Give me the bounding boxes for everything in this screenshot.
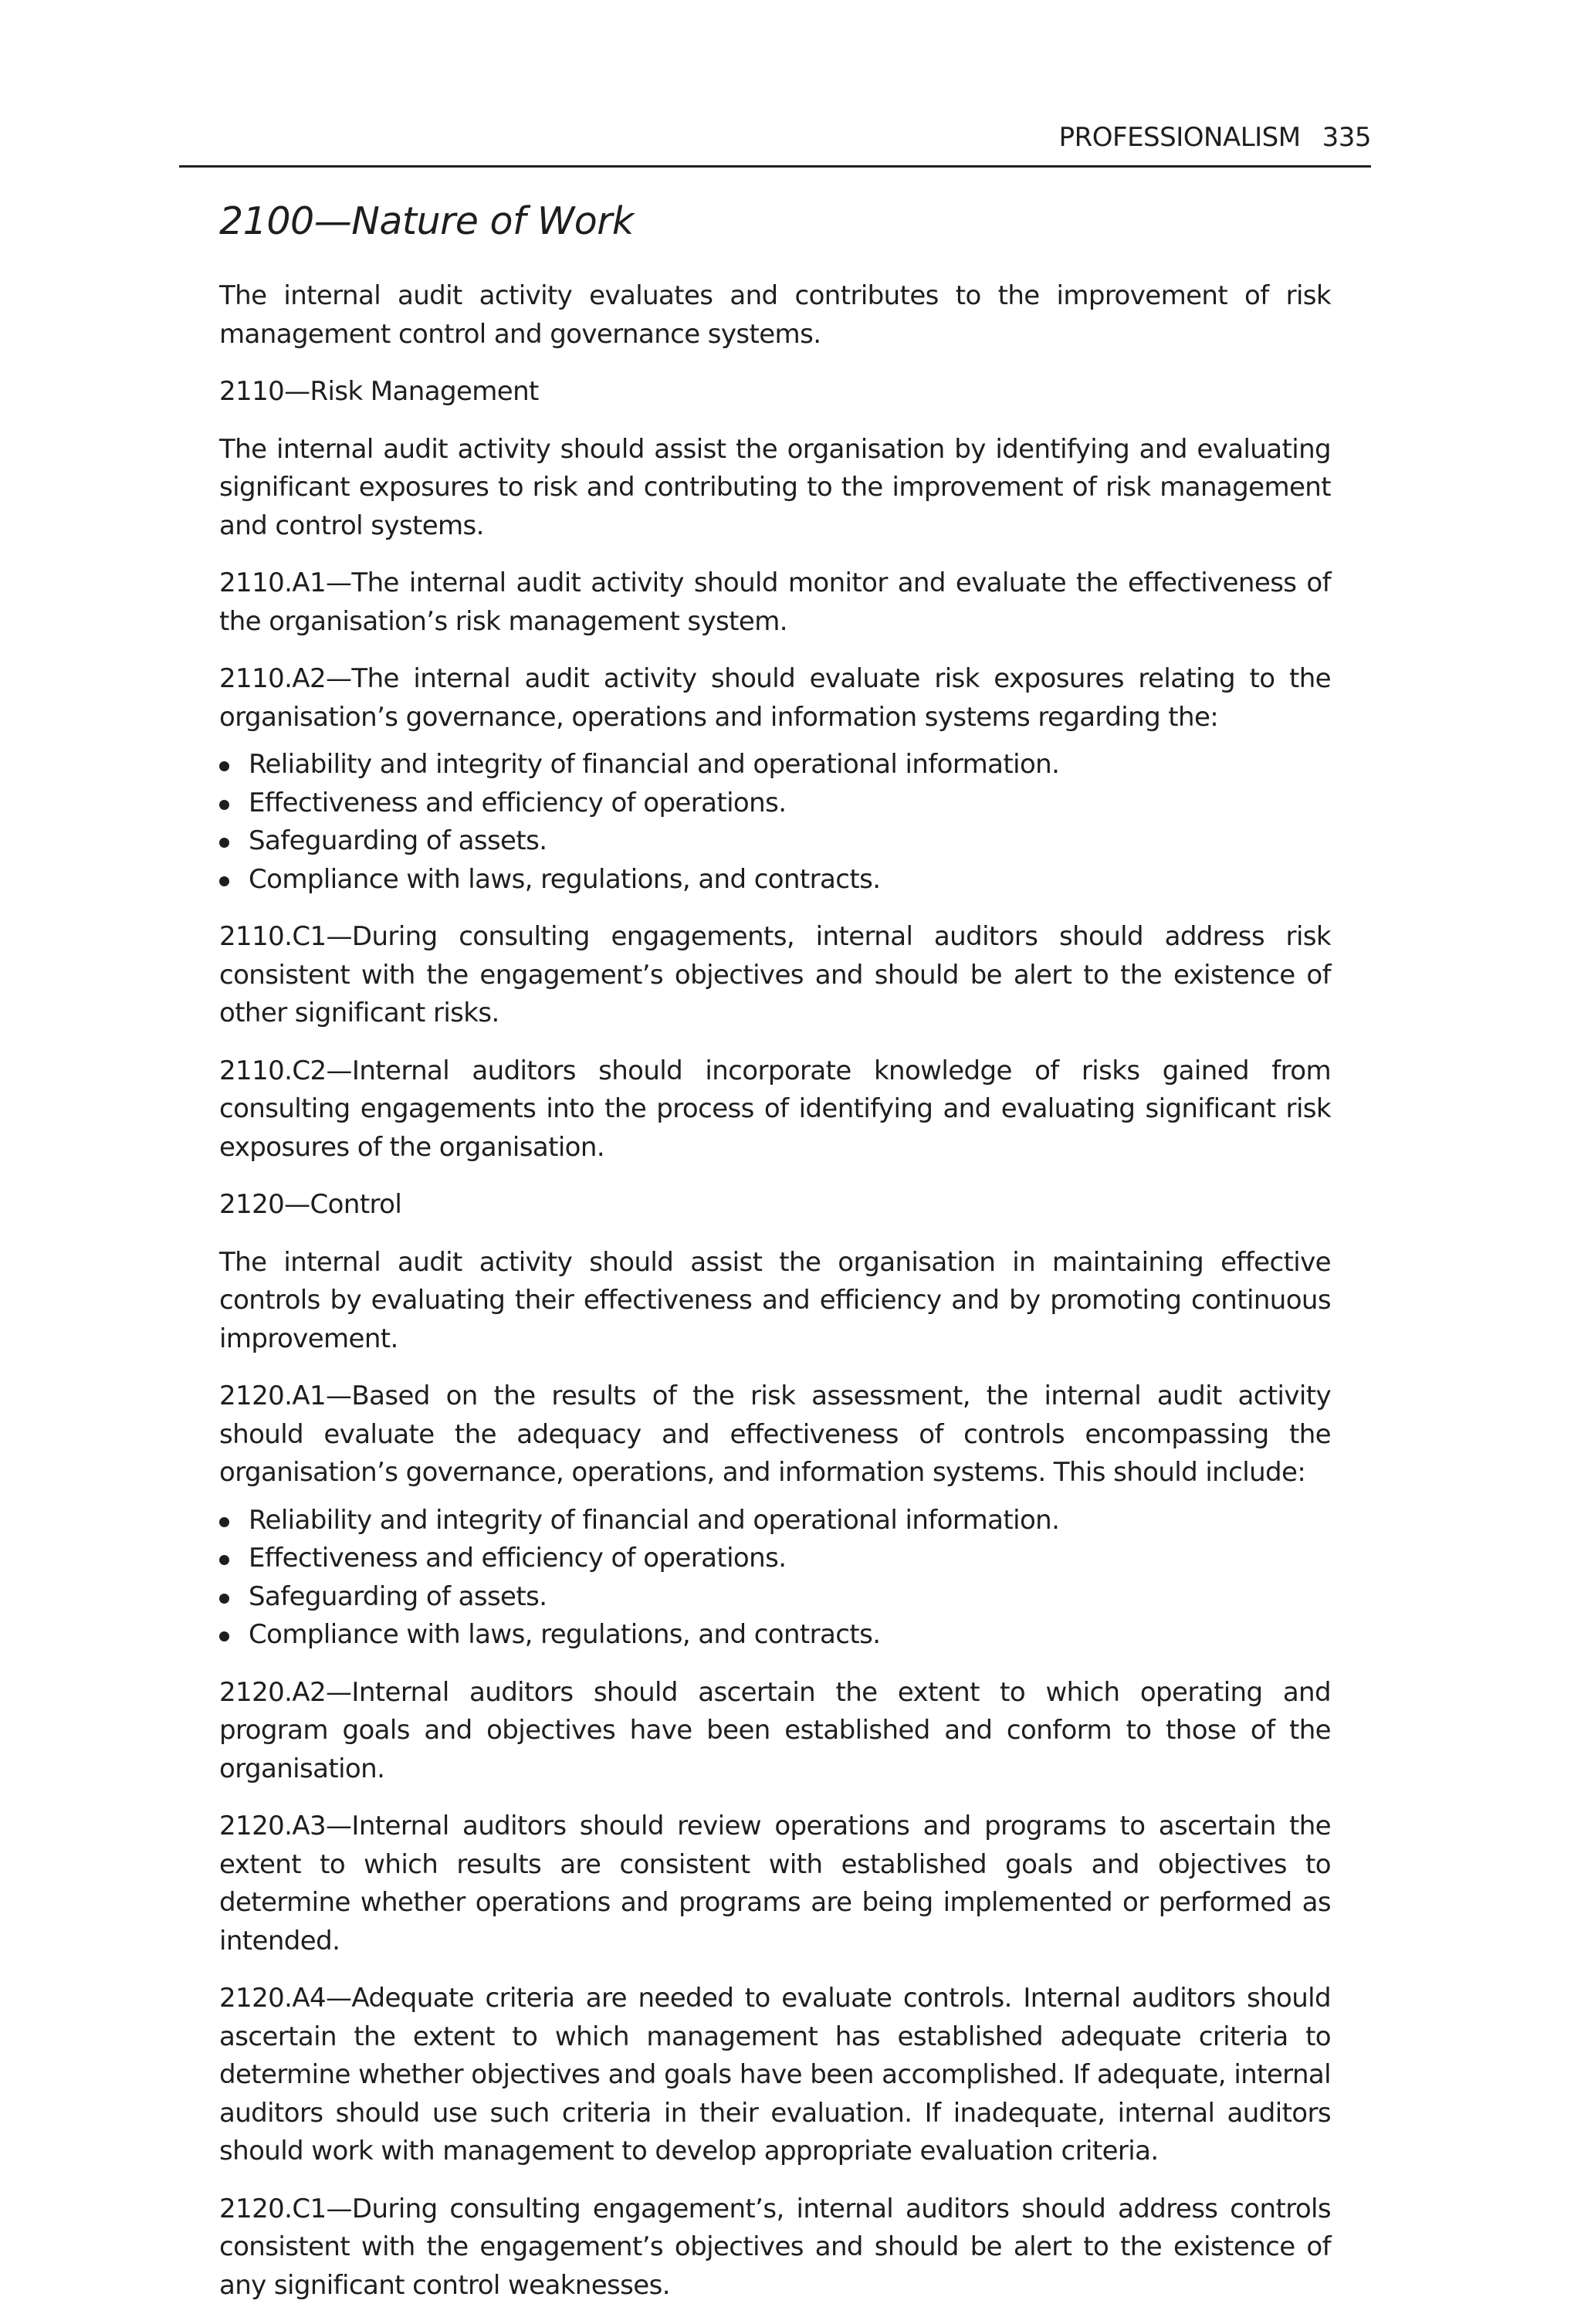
- list-item: Compliance with laws, regulations, and contracts.: [219, 861, 1331, 899]
- intro-paragraph: The internal audit activity evaluates and contributes to the improvement of risk management control and governance systems.: [219, 280, 1331, 350]
- paragraph-2120-a1: 2120.A1—Based on the results of the risk assessment, the internal audit activity should evaluate the adequacy and effectiveness of controls encompassing the organisation’s governance, operations, and information systems. This should include:: [219, 1381, 1331, 1488]
- bullet-icon: [219, 761, 229, 771]
- list-item: Compliance with laws, regulations, and contracts.: [219, 1616, 1331, 1655]
- bullet-list-2120: [219, 1502, 1331, 1655]
- subheading-2120: 2120—Control: [219, 1189, 402, 1220]
- paragraph-2120-c1: 2120.C1—During consulting engagement’s, internal auditors should address controls consistent with the engagement’s objectives and should be alert to the existence of any significant control weaknesses.: [219, 2193, 1331, 2301]
- section-title: 2100—Nature of Work: [219, 199, 634, 243]
- subheading-2110: 2110—Risk Management: [219, 376, 539, 407]
- list-item: Reliability and integrity of financial and operational information.: [219, 746, 1331, 784]
- bullet-icon: [219, 800, 229, 810]
- bullet-list-2110: [219, 746, 1331, 899]
- paragraph-2110-a1: 2110.A1—The internal audit activity should monitor and evaluate the effectiveness of the organisation’s risk management system.: [219, 567, 1331, 637]
- paragraph-2120: The internal audit activity should assist the organisation in maintaining effective controls by evaluating their effectiveness and efficiency and by promoting continuous improvement.: [219, 1246, 1331, 1354]
- list-item: Safeguarding of assets.: [219, 1578, 1331, 1617]
- paragraph-2110-c1: 2110.C1—During consulting engagements, internal auditors should address risk consistent with the engagement’s objectives and should be alert to the existence of other significant risks.: [219, 921, 1331, 1028]
- page-number: 335: [1322, 122, 1371, 153]
- paragraph-2120-a4: 2120.A4—Adequate criteria are needed to evaluate controls. Internal auditors should ascertain the extent to which management has established adequate criteria to determine whether objectives and goals have been accomplished. If adequate, internal auditors should use such criteria in their evaluation. If inadequate, internal auditors should work with management to develop appropriate evaluation criteria.: [219, 1983, 1331, 2166]
- paragraph-2120-a3: 2120.A3—Internal auditors should review operations and programs to ascertain the extent to which results are consistent with established goals and objectives to determine whether operations and programs are being implemented or performed as intended.: [219, 1811, 1331, 1956]
- header-rule: [179, 165, 1371, 168]
- paragraph-2120-a2: 2120.A2—Internal auditors should ascertain the extent to which operating and program goals and objectives have been established and conform to those of the organisation.: [219, 1676, 1331, 1784]
- paragraph-2110: The internal audit activity should assist the organisation by identifying and evaluating significant exposures to risk and contributing to the improvement of risk management and control systems.: [219, 433, 1331, 541]
- running-head-section: PROFESSIONALISM: [1058, 122, 1301, 153]
- bullet-icon: [219, 1631, 229, 1641]
- bullet-icon: [219, 1517, 229, 1527]
- list-item: Safeguarding of assets.: [219, 822, 1331, 861]
- paragraph-2110-c2: 2110.C2—Internal auditors should incorporate knowledge of risks gained from consulting engagements into the process of identifying and evaluating significant risk exposures of the organisation.: [219, 1055, 1331, 1163]
- bullet-icon: [219, 1594, 229, 1604]
- bullet-icon: [219, 838, 229, 848]
- list-item: Effectiveness and efficiency of operations.: [219, 784, 1331, 823]
- list-item: Reliability and integrity of financial and operational information.: [219, 1502, 1331, 1540]
- page-body: [219, 277, 1331, 2324]
- bullet-icon: [219, 876, 229, 886]
- paragraph-2110-a2: 2110.A2—The internal audit activity should evaluate risk exposures relating to the organisation’s governance, operations and information systems regarding the:: [219, 663, 1331, 733]
- running-head: [179, 122, 1371, 153]
- bullet-icon: [219, 1555, 229, 1565]
- list-item: Effectiveness and efficiency of operations.: [219, 1540, 1331, 1578]
